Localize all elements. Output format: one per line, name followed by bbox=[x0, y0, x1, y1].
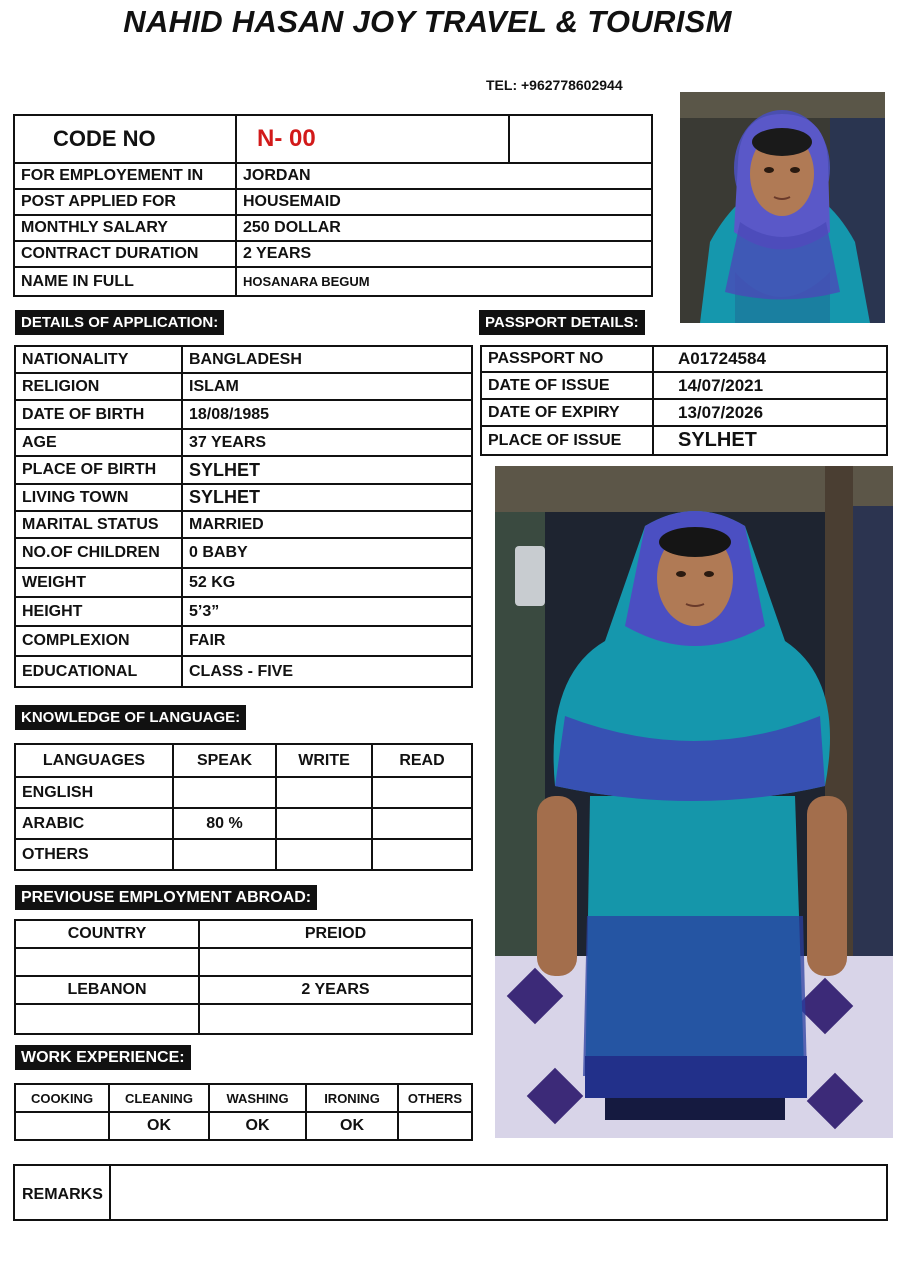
work-value: OK bbox=[209, 1112, 306, 1140]
app-label: COMPLEXION bbox=[15, 626, 182, 656]
work-value: OK bbox=[109, 1112, 209, 1140]
employment-country bbox=[15, 948, 199, 976]
job-label: FOR EMPLOYEMENT IN bbox=[14, 163, 236, 189]
language-write bbox=[276, 839, 372, 870]
telephone: TEL: +962778602944 bbox=[486, 77, 623, 93]
language-heading: KNOWLEDGE OF LANGUAGE: bbox=[15, 705, 246, 730]
passport-value: 13/07/2026 bbox=[653, 399, 887, 426]
work-col-header: OTHERS bbox=[398, 1084, 472, 1112]
app-value: MARRIED bbox=[182, 511, 472, 538]
app-value: SYLHET bbox=[182, 484, 472, 511]
language-speak bbox=[173, 839, 276, 870]
language-table bbox=[14, 743, 473, 871]
language-speak bbox=[173, 777, 276, 808]
passport-details-heading: PASSPORT DETAILS: bbox=[479, 310, 645, 335]
work-table bbox=[14, 1083, 473, 1141]
app-value: SYLHET bbox=[182, 456, 472, 484]
work-col-header: COOKING bbox=[15, 1084, 109, 1112]
work-col-header: IRONING bbox=[306, 1084, 398, 1112]
passport-label: DATE OF ISSUE bbox=[481, 372, 653, 399]
job-label: POST APPLIED FOR bbox=[14, 189, 236, 215]
job-value: 2 YEARS bbox=[236, 241, 652, 267]
application-table bbox=[14, 345, 473, 688]
remarks-label: REMARKS bbox=[14, 1165, 110, 1220]
employment-col-header: COUNTRY bbox=[15, 920, 199, 948]
app-label: NATIONALITY bbox=[15, 346, 182, 373]
work-value: OK bbox=[306, 1112, 398, 1140]
remarks-table bbox=[13, 1164, 888, 1221]
language-speak: 80 % bbox=[173, 808, 276, 839]
app-value: 18/08/1985 bbox=[182, 400, 472, 429]
app-value: 0 BABY bbox=[182, 538, 472, 568]
details-of-application-heading: DETAILS OF APPLICATION: bbox=[15, 310, 224, 335]
passport-value: 14/07/2021 bbox=[653, 372, 887, 399]
code-no-label: CODE NO bbox=[14, 115, 236, 163]
employment-period: 2 YEARS bbox=[199, 976, 472, 1004]
code-empty-cell bbox=[509, 115, 652, 163]
passport-table bbox=[480, 345, 888, 456]
passport-label: PLACE OF ISSUE bbox=[481, 426, 653, 455]
app-label: WEIGHT bbox=[15, 568, 182, 597]
app-label: EDUCATIONAL bbox=[15, 656, 182, 687]
language-col-header: WRITE bbox=[276, 744, 372, 777]
full-name-value: HOSANARA BEGUM bbox=[236, 267, 652, 296]
employment-col-header: PREIOD bbox=[199, 920, 472, 948]
job-label: MONTHLY SALARY bbox=[14, 215, 236, 241]
employment-table bbox=[14, 919, 473, 1035]
work-col-header: CLEANING bbox=[109, 1084, 209, 1112]
language-write bbox=[276, 808, 372, 839]
employment-country: LEBANON bbox=[15, 976, 199, 1004]
agency-title: NAHID HASAN JOY TRAVEL & TOURISM bbox=[123, 4, 732, 39]
app-label: RELIGION bbox=[15, 373, 182, 400]
work-value bbox=[398, 1112, 472, 1140]
language-name: OTHERS bbox=[15, 839, 173, 870]
language-write bbox=[276, 777, 372, 808]
language-col-header: LANGUAGES bbox=[15, 744, 173, 777]
app-value: 5’3” bbox=[182, 597, 472, 626]
employment-period bbox=[199, 1004, 472, 1034]
work-value bbox=[15, 1112, 109, 1140]
job-value: JORDAN bbox=[236, 163, 652, 189]
work-col-header: WASHING bbox=[209, 1084, 306, 1112]
employment-period bbox=[199, 948, 472, 976]
app-label: HEIGHT bbox=[15, 597, 182, 626]
language-col-header: READ bbox=[372, 744, 472, 777]
employment-country bbox=[15, 1004, 199, 1034]
app-value: BANGLADESH bbox=[182, 346, 472, 373]
app-label: LIVING TOWN bbox=[15, 484, 182, 511]
full-body-illustration bbox=[495, 466, 893, 1138]
code-no-value: N- 00 bbox=[236, 115, 509, 163]
language-read bbox=[372, 777, 472, 808]
app-value: 52 KG bbox=[182, 568, 472, 597]
remarks-value bbox=[110, 1165, 887, 1220]
employment-heading: PREVIOUSE EMPLOYMENT ABROAD: bbox=[15, 885, 317, 910]
app-label: PLACE OF BIRTH bbox=[15, 456, 182, 484]
job-label: NAME IN FULL bbox=[14, 267, 236, 296]
language-read bbox=[372, 839, 472, 870]
passport-label: DATE OF EXPIRY bbox=[481, 399, 653, 426]
app-value: CLASS - FIVE bbox=[182, 656, 472, 687]
job-value: 250 DOLLAR bbox=[236, 215, 652, 241]
portrait-photo bbox=[680, 92, 885, 323]
language-read bbox=[372, 808, 472, 839]
language-name: ENGLISH bbox=[15, 777, 173, 808]
app-label: NO.OF CHILDREN bbox=[15, 538, 182, 568]
app-value: FAIR bbox=[182, 626, 472, 656]
app-label: AGE bbox=[15, 429, 182, 456]
full-body-photo bbox=[495, 466, 893, 1138]
app-value: 37 YEARS bbox=[182, 429, 472, 456]
app-label: DATE OF BIRTH bbox=[15, 400, 182, 429]
work-experience-heading: WORK EXPERIENCE: bbox=[15, 1045, 191, 1070]
language-name: ARABIC bbox=[15, 808, 173, 839]
passport-value: SYLHET bbox=[653, 426, 887, 455]
passport-value: A01724584 bbox=[653, 346, 887, 372]
job-table bbox=[13, 114, 653, 297]
language-col-header: SPEAK bbox=[173, 744, 276, 777]
job-value: HOUSEMAID bbox=[236, 189, 652, 215]
portrait-illustration bbox=[680, 92, 885, 323]
app-label: MARITAL STATUS bbox=[15, 511, 182, 538]
job-label: CONTRACT DURATION bbox=[14, 241, 236, 267]
passport-label: PASSPORT NO bbox=[481, 346, 653, 372]
app-value: ISLAM bbox=[182, 373, 472, 400]
